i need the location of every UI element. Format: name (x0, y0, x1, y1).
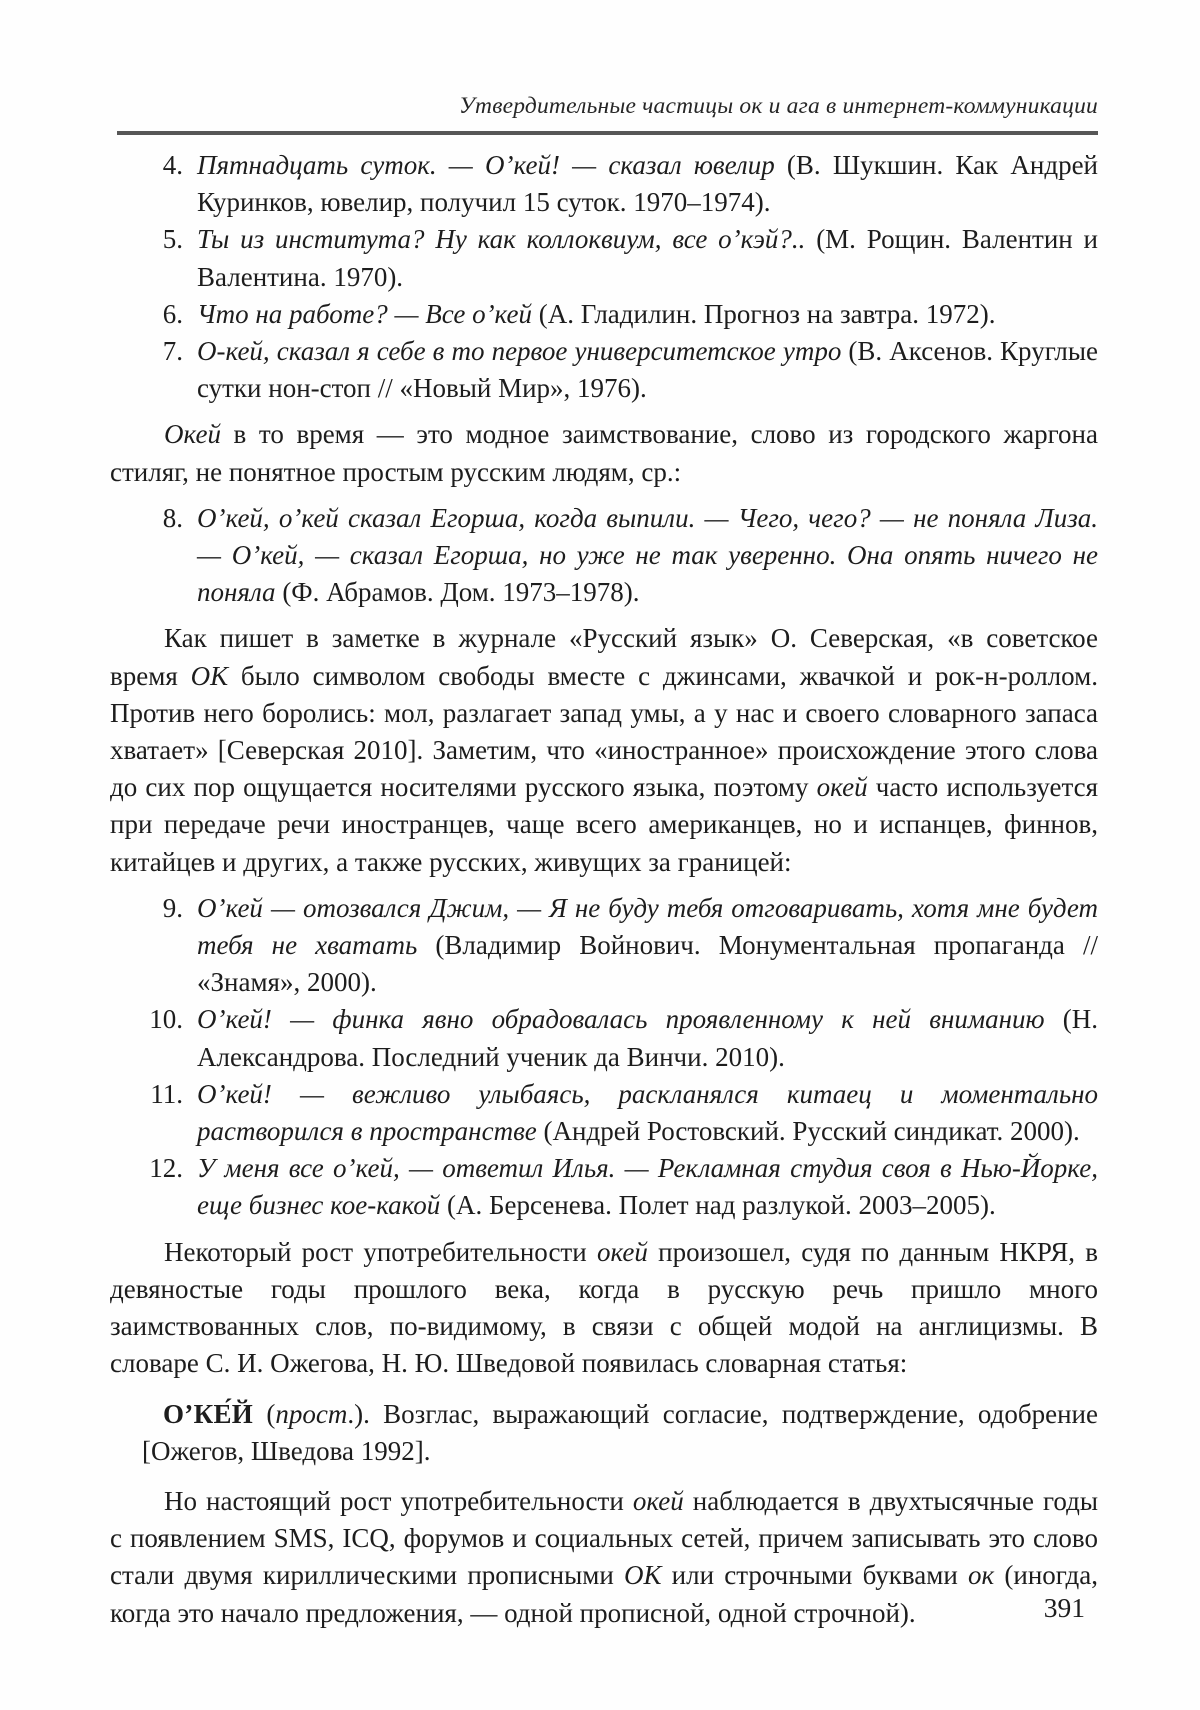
text-segment: О’кей! — вежливо улыбаясь, раскланялся китаец и моментально растворился в пространстве (197, 1078, 1098, 1147)
text-segment: окей (632, 1485, 684, 1516)
text-segment: О’кей! — финка явно обрадовалась проявленному к ней вниманию (197, 1004, 1045, 1035)
text-segment: О’кей — отозвался Джим, — Я не буду тебя отговаривать, хотя мне будет тебя не хватать (197, 892, 1098, 961)
paragraph (110, 620, 1098, 880)
text-segment: О-кей, сказал я себе в то первое университетское утро (197, 336, 842, 367)
text-segment: Но настоящий рост употребительности (164, 1485, 633, 1516)
paragraph (110, 1234, 1098, 1383)
example-number: 7. (162, 336, 183, 367)
text-segment: Окей (164, 419, 221, 450)
text-segment: в то время — это модное заимствование, слово из городского жаргона стиляг, не понятное простым русским людям, ср.: (110, 419, 1098, 487)
example-number: 9. (162, 892, 183, 923)
example-number: 6. (162, 298, 183, 329)
example-number: 12. (149, 1153, 183, 1184)
example-number: 4. (162, 150, 183, 180)
text-segment: (Н. Александрова. Последний ученик да Винчи. 2010). (197, 1004, 1098, 1072)
text-segment: (В. Шукшин. Как Андрей Куринков, ювелир, получил 15 суток. 1970–1974). (197, 150, 1099, 218)
text-segment: Некоторый рост употребительности (164, 1236, 597, 1267)
text-segment: (А. Гладилин. Прогноз на завтра. 1972). (532, 298, 996, 329)
paragraph (110, 416, 1098, 490)
text-segment: прост (275, 1398, 348, 1429)
text-segment: Ты из института? Ну как коллоквиум, все о’кэй?.. (197, 224, 806, 255)
text-segment: (Владимир Войнович. Монументальная пропаганда // «Знамя», 2000). (197, 930, 1098, 998)
text-segment: .). Возглас, выражающий согласие, подтверждение, одобрение [Ожегов, Шведова 1992]. (142, 1398, 1098, 1466)
text-segment: было символом свободы вместе с джинсами, жвачкой и рок-н-роллом. Против него боролись: мол, разлагает запад умы, а у нас и своего словарного запаса хватает» [Северская 2010]. Заметим, что «иностранное» происхождение этого слова до сих пор ощущается носителями русского языка, поэтому (110, 660, 1098, 803)
text-segment: (М. Рощин. Валентин и Валентина. 1970). (197, 224, 1098, 292)
example-item (110, 147, 1098, 221)
text-segment: Что на работе? — Все о’кей (197, 298, 532, 329)
example-number: 11. (150, 1078, 183, 1109)
example-item (110, 221, 1098, 295)
text-segment: произошел, судя по данным НКРЯ, в девяностые годы прошлого века, когда в русскую речь пришло много заимствованных слов, по-видимому, в связи с общей модой на англицизмы. В словаре С. И. Ожегова, Н. Ю. Шведовой появилась словарная статья: (110, 1236, 1098, 1379)
example-item (110, 890, 1098, 1002)
text-segment: Пятнадцать суток. — О’кей! — сказал ювелир (197, 150, 775, 180)
example-number: 10. (149, 1004, 183, 1035)
example-item (110, 296, 1098, 333)
example-item (110, 333, 1098, 407)
page-body-text (110, 147, 1098, 1641)
text-segment: О’кей, о’кей сказал Егорша, когда выпили. — Чего, чего? — не поняла Лиза. — О’кей, — сказал Егорша, но уже не так уверенно. Она опять ничего не поняла (197, 502, 1098, 608)
text-segment: ОК (190, 660, 229, 691)
text-segment: окей (596, 1236, 648, 1267)
text-segment: или строчными буквами (661, 1560, 969, 1591)
text-segment: У меня все о’кей, — ответил Илья. — Рекламная студия своя в Нью-Йорке, еще бизнес кое-какой (197, 1153, 1098, 1221)
example-item (110, 1001, 1098, 1075)
header-rule (117, 131, 1098, 135)
text-segment: окей (816, 772, 868, 803)
example-number: 8. (162, 502, 183, 533)
page-number: 391 (1043, 1592, 1085, 1623)
example-item (110, 1150, 1098, 1224)
text-segment: наблюдается в двухтысячные годы с появлением SMS, ICQ, форумов и социальных сетей, причем записывать это слово стали двумя кириллическими прописными (110, 1485, 1098, 1591)
running-head-title: Утвердительные частицы ок и ага в интернет-коммуникации (459, 93, 1098, 119)
text-segment: О’КЕ́Й (163, 1398, 254, 1429)
text-segment: (Ф. Абрамов. Дом. 1973–1978). (275, 577, 640, 608)
example-number: 5. (162, 224, 183, 255)
text-segment: ок (968, 1560, 995, 1591)
dictionary-entry (142, 1396, 1098, 1470)
text-segment: ОК (624, 1560, 662, 1591)
text-segment: (иногда, когда это начало предложения, — одной прописной, одной строчной). (110, 1560, 1098, 1628)
text-segment: Как пишет в заметке в журнале «Русский язык» О. Северская, «в советское время (110, 623, 1098, 691)
text-segment: ( (253, 1398, 276, 1429)
text-segment: (В. Аксенов. Круглые сутки нон-стоп // «Новый Мир», 1976). (197, 336, 1098, 404)
example-item (110, 1076, 1098, 1150)
text-segment: часто используется при передаче речи иностранцев, чаще всего американцев, но и испанцев, финнов, китайцев и других, а также русских, живущих за границей: (110, 772, 1098, 877)
example-item (110, 500, 1098, 612)
text-segment: (Андрей Ростовский. Русский синдикат. 2000). (536, 1116, 1080, 1147)
text-segment: (А. Берсенева. Полет над разлукой. 2003–2005). (440, 1190, 996, 1221)
